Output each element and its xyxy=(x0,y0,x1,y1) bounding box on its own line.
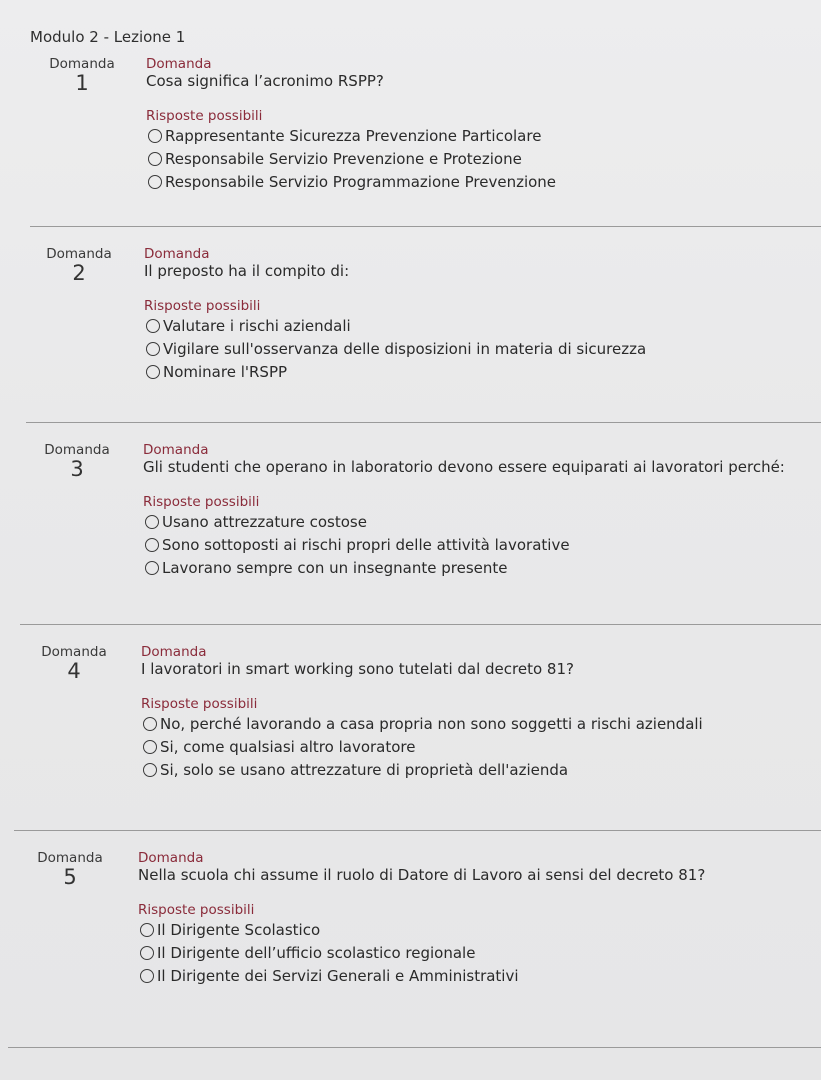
question-body xyxy=(141,644,703,781)
answer-option[interactable] xyxy=(143,533,785,556)
question-number: 5 xyxy=(63,865,77,889)
question-text: Nella scuola chi assume il ruolo di Datore di Lavoro ai sensi del decreto 81? xyxy=(138,866,706,884)
question-divider xyxy=(30,226,821,227)
radio-button[interactable] xyxy=(140,946,154,960)
radio-button[interactable] xyxy=(146,365,160,379)
question-header-label: Domanda xyxy=(146,56,212,72)
answer-option[interactable] xyxy=(146,147,556,170)
question-text: Il preposto ha il compito di: xyxy=(144,262,350,280)
answer-option[interactable] xyxy=(146,124,556,147)
radio-button[interactable] xyxy=(140,969,154,983)
question-body xyxy=(138,850,705,987)
question-header-label: Domanda xyxy=(144,246,210,262)
question-divider xyxy=(26,422,821,423)
answer-option-text: Il Dirigente Scolastico xyxy=(157,920,321,939)
question-body xyxy=(144,246,646,383)
radio-button[interactable] xyxy=(145,538,159,552)
answers-label: Risposte possibili xyxy=(141,696,258,712)
question-number: 3 xyxy=(70,457,84,481)
question-text: I lavoratori in smart working sono tutelati dal decreto 81? xyxy=(141,660,574,678)
radio-button[interactable] xyxy=(143,763,157,777)
question-header-label: Domanda xyxy=(143,442,209,458)
answers-label: Risposte possibili xyxy=(138,902,255,918)
question-number: 2 xyxy=(72,261,86,285)
radio-button[interactable] xyxy=(145,561,159,575)
answer-option-text: Valutare i rischi aziendali xyxy=(163,316,351,335)
question-number-block xyxy=(37,442,117,480)
answers-label: Risposte possibili xyxy=(144,298,261,314)
answer-option-text: Si, come qualsiasi altro lavoratore xyxy=(160,737,416,756)
answer-option-text: Il Dirigente dei Servizi Generali e Amministrativi xyxy=(157,966,519,985)
question-header-label: Domanda xyxy=(138,850,204,866)
answer-option-text: Usano attrezzature costose xyxy=(162,512,367,531)
radio-button[interactable] xyxy=(145,515,159,529)
answer-option[interactable] xyxy=(144,360,646,383)
module-title: Modulo 2 - Lezione 1 xyxy=(30,28,186,46)
answer-option[interactable] xyxy=(141,758,703,781)
radio-button[interactable] xyxy=(146,342,160,356)
question-side-label: Domanda xyxy=(49,56,115,72)
question-number-block xyxy=(34,644,114,682)
answer-option[interactable] xyxy=(146,170,556,193)
answer-option[interactable] xyxy=(143,556,785,579)
question-number: 1 xyxy=(75,71,89,95)
answer-option-text: Lavorano sempre con un insegnante presente xyxy=(162,558,508,577)
radio-button[interactable] xyxy=(148,175,162,189)
question-body xyxy=(146,56,556,193)
question-divider xyxy=(8,1047,821,1048)
answer-option[interactable] xyxy=(141,735,703,758)
answer-option[interactable] xyxy=(141,712,703,735)
question-divider xyxy=(20,624,821,625)
answers-label: Risposte possibili xyxy=(146,108,263,124)
radio-button[interactable] xyxy=(143,740,157,754)
answer-option[interactable] xyxy=(144,337,646,360)
answer-option[interactable] xyxy=(144,314,646,337)
radio-button[interactable] xyxy=(148,152,162,166)
answer-option-text: Sono sottoposti ai rischi propri delle attività lavorative xyxy=(162,535,570,554)
question-text: Cosa significa l’acronimo RSPP? xyxy=(146,72,384,90)
question-side-label: Domanda xyxy=(44,442,110,458)
radio-button[interactable] xyxy=(148,129,162,143)
answer-option[interactable] xyxy=(138,918,705,941)
answer-option[interactable] xyxy=(138,941,705,964)
radio-button[interactable] xyxy=(140,923,154,937)
answers-label: Risposte possibili xyxy=(143,494,260,510)
question-number-block xyxy=(30,850,110,888)
question-side-label: Domanda xyxy=(46,246,112,262)
answer-option-text: Nominare l'RSPP xyxy=(163,362,288,381)
question-side-label: Domanda xyxy=(37,850,103,866)
answer-option-text: Vigilare sull'osservanza delle disposizioni in materia di sicurezza xyxy=(163,339,647,358)
question-number-block xyxy=(42,56,122,94)
answer-option-text: Responsabile Servizio Prevenzione e Protezione xyxy=(165,149,522,168)
answer-option-text: Il Dirigente dell’ufficio scolastico regionale xyxy=(157,943,476,962)
radio-button[interactable] xyxy=(146,319,160,333)
radio-button[interactable] xyxy=(143,717,157,731)
answer-option-text: Responsabile Servizio Programmazione Prevenzione xyxy=(165,172,557,191)
answer-option-text: Si, solo se usano attrezzature di proprietà dell'azienda xyxy=(160,760,569,779)
question-body xyxy=(143,442,785,579)
answer-option-text: No, perché lavorando a casa propria non sono soggetti a rischi aziendali xyxy=(160,714,703,733)
question-number-block xyxy=(39,246,119,284)
question-divider xyxy=(14,830,821,831)
question-header-label: Domanda xyxy=(141,644,207,660)
answer-option-text: Rappresentante Sicurezza Prevenzione Particolare xyxy=(165,126,542,145)
answer-option[interactable] xyxy=(143,510,785,533)
question-number: 4 xyxy=(67,659,81,683)
question-text: Gli studenti che operano in laboratorio devono essere equiparati ai lavoratori perché: xyxy=(143,458,785,476)
question-side-label: Domanda xyxy=(41,644,107,660)
answer-option[interactable] xyxy=(138,964,705,987)
